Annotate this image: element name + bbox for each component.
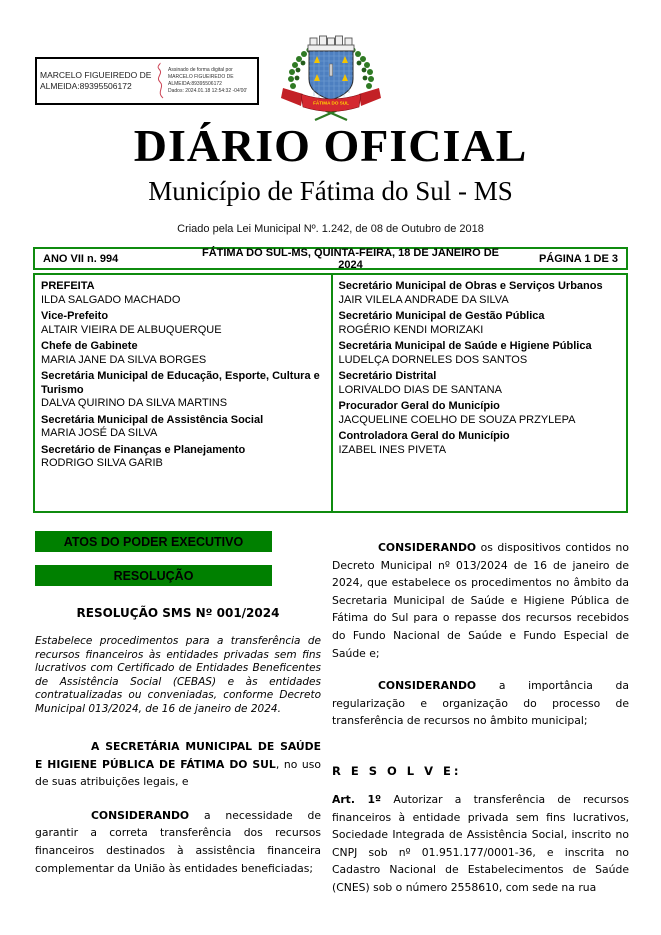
official-entry: Secretário Municipal de Obras e Serviços Urbanos JAIR VILELA ANDRADE DA SILVA <box>338 280 603 306</box>
article-right-column <box>332 531 629 897</box>
officials-right-column <box>331 275 627 511</box>
crest-ribbon-text: FÁTIMA DO SUL <box>312 100 349 106</box>
gazette-title: DIÁRIO OFICIAL <box>133 120 528 171</box>
resolution-summary: Estabelece procedimentos para a transferência de recursos financeiros às entidades privadas sem fins lucrativos com Certificado de Entidades Beneficentes de Assistência Social (CEBAS) e às entidades contratualizadas ou conveniadas, conforme Decreto Municipal 013/2024, de 16 de janeiro de 2024. <box>35 635 321 715</box>
resolution-preamble: A SECRETÁRIA MUNICIPAL DE SAÚDE E HIGIENE PÚBLICA DE FÁTIMA DO SUL, no uso de suas atribuições legais, e <box>35 740 321 789</box>
official-entry: Secretária Municipal de Assistência Social MARIA JOSÉ DA SILVA <box>41 413 264 439</box>
resolution-heading: RESOLUÇÃO SMS Nº 001/2024 <box>76 606 280 620</box>
gazette-subtitle: Município de Fátima do Sul - MS <box>148 176 513 206</box>
digital-signature-stamp <box>35 57 259 105</box>
municipal-coat-of-arms <box>279 34 383 122</box>
considerando-2: CONSIDERANDO os dispositivos contidos no Decreto Municipal nº 013/2024 de 16 de janeiro de 2024, que estabelece os procedimentos no âmbito da Secretaria Municipal de Saúde e Higiene Pública de Fátima do Sul para o repasse dos recursos recebidos do Fundo Nacional de Saúde e Fundo Especial de Saúde e; <box>332 541 629 660</box>
officials-left-column <box>35 275 331 511</box>
official-entry: Vice-Prefeito ALTAIR VIEIRA DE ALBUQUERQUE <box>41 310 222 336</box>
official-entry: Controladora Geral do Município IZABEL INES PIVETA <box>338 430 510 456</box>
official-entry: Secretária Municipal de Saúde e Higiene Pública LUDELÇA DORNELES DOS SANTOS <box>338 340 592 366</box>
signature-details: Assinado de forma digital por MARCELO FIGUEIREDO DE ALMEIDA:89395506172 Dados: 2024.01.18 12:54:32 -04'00' <box>168 66 248 95</box>
official-entry: Secretário de Finanças e Planejamento RODRIGO SILVA GARIB <box>41 443 246 469</box>
crest-right-branch <box>350 47 374 89</box>
officials-directory <box>33 273 628 513</box>
page-indicator: PÁGINA 1 DE 3 <box>538 252 618 265</box>
crest-crown <box>308 36 354 51</box>
official-entry: Procurador Geral do Município JACQUELINE COELHO DE SOUZA PRZYLEPA <box>338 400 576 426</box>
signer-name <box>40 70 152 92</box>
edition-date: FÁTIMA DO SUL-MS, QUINTA-FEIRA, 18 DE JANEIRO DE 2024 <box>201 246 499 271</box>
article-1: Art. 1º Autorizar a transferência de recursos financeiros à entidade privada sem fins lucrativos, Sociedade Integrada de Assistência Social, inscrito no CNPJ sob nº 01.951.177/0001-36, e inscrita no Cadastro Nacional de Estabelecimentos de Saúde (CNES) sob o número 2558610, com sede na rua <box>332 792 629 894</box>
considerando-1: CONSIDERANDO a necessidade de garantir a correta transferência dos recursos financeiros destinados à assistência financeira complementar da União às entidades beneficiadas; <box>35 808 321 875</box>
signature-flourish-icon <box>153 62 167 100</box>
signer-name-line2: ALMEIDA:89395506172 <box>40 81 132 91</box>
official-entry: PREFEITA ILDA SALGADO MACHADO <box>41 280 181 306</box>
official-entry: Chefe de Gabinete MARIA JANE DA SILVA BORGES <box>41 340 207 366</box>
edition-info-bar <box>33 247 628 270</box>
official-entry: Secretário Distrital LORIVALDO DIAS DE SANTANA <box>338 370 502 396</box>
crest-left-branch <box>288 47 312 89</box>
signer-name-line1: MARCELO FIGUEIREDO DE <box>40 69 152 80</box>
gazette-created-by: Criado pela Lei Municipal Nº. 1.242, de 08 de Outubro de 2018 <box>177 223 484 235</box>
considerando-3: CONSIDERANDO a importância da regularização e organização do processo de transferência de recursos no âmbito municipal; <box>332 679 629 728</box>
resolve-heading: R E S O L V E: <box>332 763 462 778</box>
article-left-column <box>35 527 321 877</box>
official-entry: Secretário Municipal de Gestão Pública ROGÉRIO KENDI MORIZAKI <box>338 310 545 336</box>
edition-number: ANO VII n. 994 <box>43 252 119 265</box>
official-entry: Secretária Municipal de Educação, Esporte, Cultura e Turismo DALVA QUIRINO DA SILVA MARTINS <box>41 370 320 409</box>
section-banner-atos: ATOS DO PODER EXECUTIVO <box>35 531 272 552</box>
section-banner-resolucao: RESOLUÇÃO <box>35 565 272 586</box>
